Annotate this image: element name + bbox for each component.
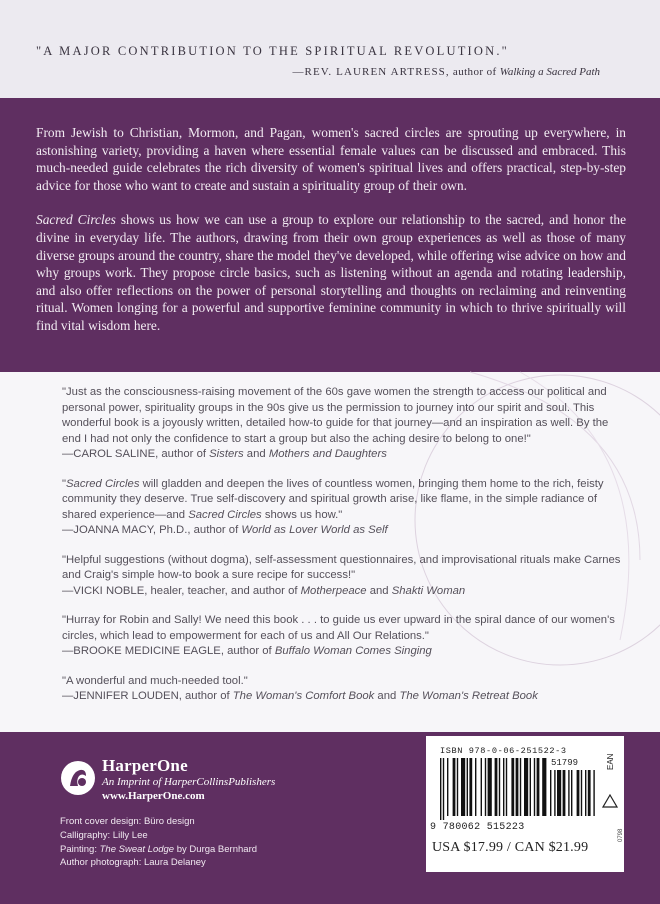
barcode-digits: 9 780062 515223	[430, 822, 525, 833]
barcode-bar	[503, 758, 504, 816]
barcode-bar	[499, 758, 500, 816]
reviewer: —JENNIFER LOUDEN, author of	[62, 690, 233, 702]
reviewer-book: Mothers and Daughters	[268, 448, 387, 460]
price: USA $17.99 / CAN $21.99	[432, 840, 589, 855]
imprint-text-italic: Publishers	[228, 776, 276, 788]
book-title: Sacred Circles	[66, 477, 140, 490]
price-code: 51799	[548, 758, 581, 768]
barcode-bar	[563, 770, 566, 816]
barcode-bar	[453, 758, 456, 816]
barcode-bar	[475, 758, 476, 816]
barcode-bar	[554, 770, 555, 816]
barcode-bar	[447, 758, 448, 816]
attribution-name: —REV. LAUREN ARTRESS,	[292, 66, 450, 78]
barcode-bar	[485, 758, 486, 816]
review-attribution	[62, 689, 622, 705]
credit-painting-artist: by Durga Bernhard	[174, 843, 258, 855]
review-quote: "Just as the consciousness-raising movement of the 60s gave women the strength to access our political and personal power, spirituality groups in the 90s give us the permission to journey into our spirit and soul. This wonderful book is a joyously written, detailed how-to guide for that journey—and an inspiration as well. By the end I had not only the confidence to start a group but also the aching desire to belong to one!"	[62, 386, 609, 445]
barcode-bar	[461, 758, 465, 816]
conjunction: and	[374, 690, 400, 702]
barcode-bar	[481, 758, 482, 816]
barcode-bar	[577, 770, 580, 816]
book-title: Sacred Circles	[36, 212, 116, 228]
credits	[60, 815, 257, 870]
painting-title: The Sweat Lodge	[99, 843, 175, 855]
reviewer-book: The Woman's Comfort Book	[232, 690, 375, 702]
review-quote: "Helpful suggestions (without dogma), self-assessment questionnaires, and improvisational rituals make Carnes and Craig's simple how-to book a sure recipe for success!"	[62, 553, 621, 581]
review	[62, 613, 622, 660]
review-quote: "A wonderful and much-needed tool."	[62, 674, 248, 687]
small-code: 0798	[618, 828, 624, 842]
description-paragraph-2-text: shows us how we can use a group to explore our relationship to the sacred, and honor the divine in everyday life. The authors, drawing from their own group experiences as well as those of many diverse groups around the country, share the model they've developed, while offering wise advice on how and why groups work. They propose circle basics, such as listening without an agenda and rotating leadership, and also offer reflections on the power of personal storytelling and thoughts on reclaiming and reinventing ritual. Women longing for a powerful and supportive feminine community in which to thrive spiritually will find vital wisdom here.	[36, 212, 627, 333]
ean-label: EAN	[606, 753, 615, 770]
barcode-bar	[585, 770, 586, 816]
publisher-name: HarperOne	[102, 756, 188, 775]
review-quote: "Hurray for Robin and Sally! We need this book . . . to guide us ever upward in the spiral dance of our women's circles, which lead to empowerment for each of us and All Our Relations."	[62, 614, 615, 642]
reviewer-book: Sisters	[209, 448, 244, 460]
barcode-bar	[495, 758, 498, 816]
reviewer-book: World as Lover World as Self	[241, 524, 388, 536]
reviewer-book: Motherpeace	[300, 584, 367, 597]
review	[62, 385, 622, 463]
barcode-bar	[469, 758, 472, 816]
imprint-text: An Imprint of HarperCollins	[102, 776, 229, 788]
barcode-bar	[557, 770, 561, 816]
review-quote-text: shows us how."	[261, 508, 343, 521]
conjunction: and	[366, 584, 392, 597]
credit-painting-label: Painting:	[60, 843, 100, 855]
reviewer-book: Shakti Woman	[391, 584, 466, 597]
credit-calligraphy: Calligraphy: Lilly Lee	[60, 829, 148, 841]
attribution-book: Walking a Sacred Path	[499, 66, 600, 78]
review-attribution	[62, 523, 622, 539]
barcode-bar	[488, 758, 492, 816]
review-attribution	[62, 644, 622, 660]
barcode-bar	[516, 758, 519, 816]
credit-cover: Front cover design: Büro design	[60, 816, 195, 827]
isbn: ISBN 978-0-06-251522-3	[440, 746, 567, 756]
barcode-bar	[506, 758, 507, 816]
headline-quote: "A MAJOR CONTRIBUTION TO THE SPIRITUAL REVOLUTION."	[36, 44, 509, 58]
barcode-bar	[542, 758, 546, 816]
review-quote-text: will gladden and deepen the lives of countless women, bringing them home to the rich, feisty community they deserve. True self-discovery and spiritual growth arise, like flame, in the simple radiance of shared experience—and	[62, 477, 604, 521]
credit-photo: Author photograph: Laura Delaney	[60, 857, 206, 869]
reviewer: —BROOKE MEDICINE EAGLE, author of	[62, 645, 275, 657]
barcode-bar	[537, 758, 540, 816]
credit-painting	[60, 843, 257, 857]
barcode-bar	[530, 758, 531, 816]
reviewer: —VICKI NOBLE, healer, teacher, and author of	[62, 584, 301, 597]
review-attribution	[62, 447, 622, 463]
review-attribution	[62, 584, 622, 600]
description-text	[36, 124, 626, 352]
barcode-bar	[568, 770, 569, 816]
barcode-bar	[524, 758, 528, 816]
review-quote: "Sacred Circles will gladden and deepen the lives of countless women, bringing them home to the rich, feisty community they deserve. True self-discovery and spiritual growth arise, like flame, in the simple radiance of shared experience—and Sacred Circles shows us how."	[62, 477, 604, 521]
barcode-bar	[520, 758, 521, 816]
review-list	[62, 385, 622, 719]
barcode-bar	[467, 758, 468, 816]
review	[62, 553, 622, 600]
barcode-bar	[534, 758, 535, 816]
reviewer: —CAROL SALINE, author of	[62, 448, 210, 460]
conjunction: and	[243, 448, 269, 460]
description-paragraph-2	[36, 211, 626, 334]
review	[62, 674, 622, 705]
barcode-bar	[571, 770, 572, 816]
reviewer-book: The Woman's Retreat Book	[399, 690, 538, 702]
headline-attribution	[292, 66, 600, 78]
barcode-bar	[550, 770, 551, 816]
barcode-bar	[581, 770, 582, 816]
barcode-bar	[457, 758, 458, 816]
publisher-url[interactable]: www.HarperOne.com	[102, 790, 205, 802]
barcode-bar	[588, 770, 591, 816]
barcode-bar	[440, 758, 441, 820]
reviewer: —JOANNA MACY, Ph.D., author of	[62, 524, 242, 536]
attribution-mid: author of	[449, 66, 500, 78]
description-paragraph-1: From Jewish to Christian, Mormon, and Pagan, women's sacred circles are sprouting up everywhere, in astonishing variety, providing a haven where essential female values can be discussed and embraced. This much-needed guide celebrates the rich diversity of women's spiritual lives and offers practical, step-by-step advice for those who want to create and sustain a spirituality group of their own.	[36, 125, 626, 193]
reviewer-book: Buffalo Woman Comes Singing	[274, 645, 432, 657]
book-title: Sacred Circles	[188, 508, 262, 521]
publisher-imprint	[102, 776, 275, 788]
triangle-icon	[602, 794, 618, 808]
barcode-bar	[593, 770, 594, 816]
review	[62, 477, 622, 539]
barcode-bar	[443, 758, 444, 820]
harperone-logo-icon	[60, 760, 96, 796]
barcode-bar	[511, 758, 514, 816]
